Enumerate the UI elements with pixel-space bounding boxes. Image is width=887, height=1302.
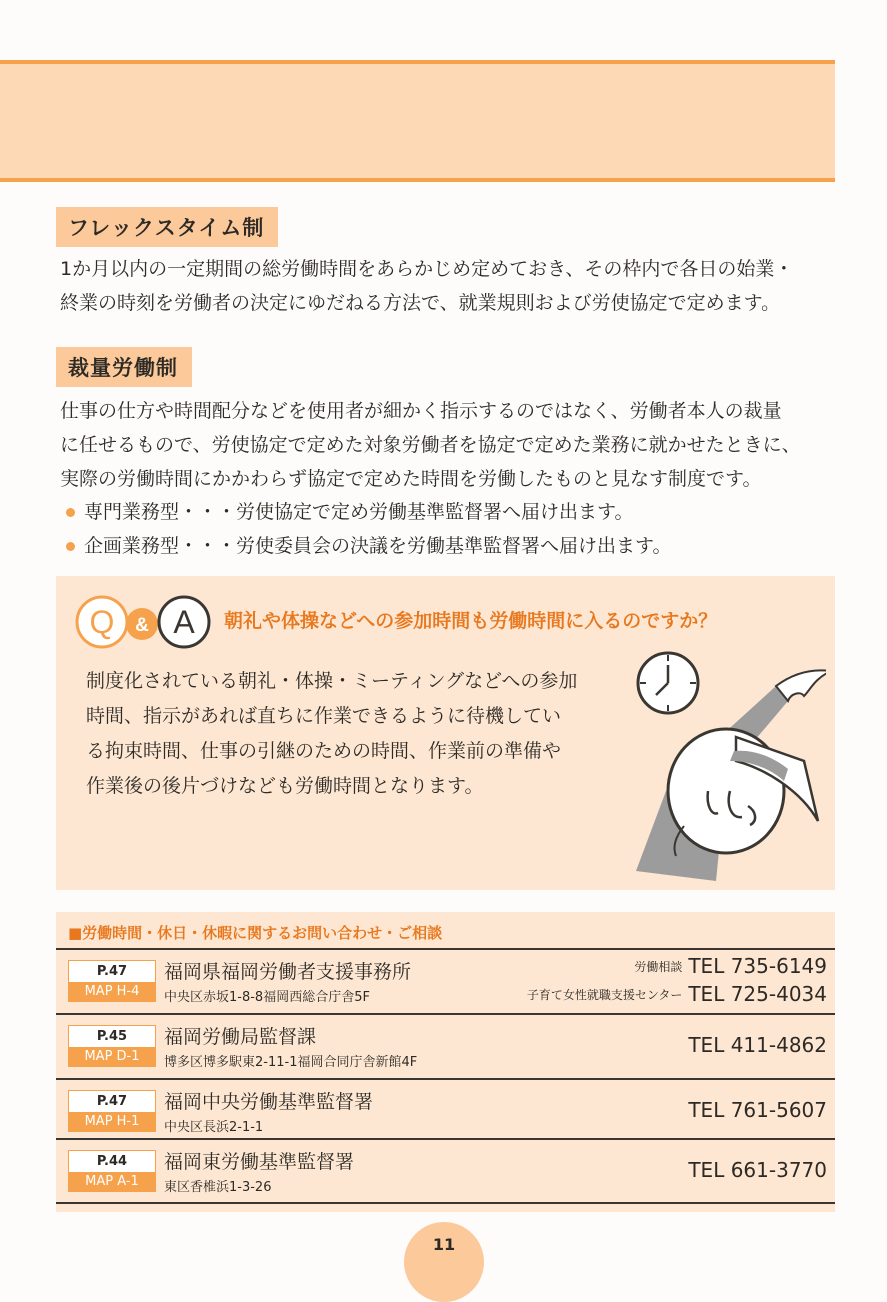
- discretion-line: 実際の労働時間にかかわらず協定で定めた時間を労働したものと見なす制度です。: [60, 468, 762, 490]
- office-name: 福岡東労働基準監督署: [164, 1151, 355, 1173]
- discretion-description: [60, 394, 850, 496]
- office-name: 福岡県福岡労働者支援事務所: [164, 961, 412, 983]
- qa-logo-q: Q: [89, 604, 115, 640]
- office-name: 福岡中央労働基準監督署: [164, 1091, 374, 1113]
- page-map-tag: [68, 1025, 156, 1067]
- qa-panel: [56, 576, 835, 890]
- table-row: [56, 1078, 835, 1142]
- table-row: [56, 948, 835, 1012]
- tel-number: TEL 661-3770: [688, 1158, 827, 1182]
- map-ref: MAP H-4: [69, 982, 155, 1001]
- clock-icon: [638, 653, 698, 713]
- office-address: 中央区長浜2-1-1: [164, 1120, 264, 1135]
- qa-question: 朝礼や体操などへの参加時間も労働時間に入るのですか？: [224, 610, 718, 632]
- page-number: 11: [404, 1222, 484, 1302]
- office-name: 福岡労働局監督課: [164, 1026, 317, 1048]
- table-row: [56, 1138, 835, 1204]
- tel-line: [634, 954, 827, 978]
- discretion-types-list: [66, 495, 671, 563]
- flextime-description: [60, 252, 850, 320]
- table-row: [56, 1013, 835, 1077]
- top-banner: [0, 60, 835, 182]
- discretion-heading: 裁量労働制: [56, 347, 192, 387]
- bullet-text: 企画業務型・・・労使委員会の決議を労働基準監督署へ届け出ます。: [84, 535, 672, 557]
- discretion-line: に任せるもので、労使協定で定めた対象労働者を協定で定めた業務に就かせたときに、: [60, 434, 801, 456]
- tel-line: [527, 982, 827, 1006]
- qa-logo: [74, 594, 214, 650]
- map-ref: MAP D-1: [69, 1047, 155, 1066]
- tel-label: 子育て女性就職支援センター: [526, 988, 683, 1002]
- bullet-text: 専門業務型・・・労使協定で定め労働基準監督署へ届け出ます。: [84, 501, 634, 523]
- office-address: 中央区赤坂1-8-8福岡西総合庁舎5F: [164, 990, 370, 1005]
- page-map-tag: [68, 960, 156, 1002]
- qa-answer-line: る拘束時間、仕事の引継のための時間、作業前の準備や: [86, 740, 562, 762]
- list-item: [66, 495, 671, 529]
- page-ref: P.47: [96, 1094, 128, 1109]
- page-ref: P.47: [96, 964, 128, 979]
- tel-number: TEL 411-4862: [688, 1033, 827, 1057]
- list-item: [66, 529, 671, 563]
- qa-logo-amp: &: [135, 615, 149, 636]
- qa-answer-line: 制度化されている朝礼・体操・ミーティングなどへの参加: [86, 670, 578, 692]
- bullet-dot-icon: [66, 542, 75, 551]
- qa-answer-line: 作業後の後片づけなども労働時間となります。: [86, 775, 484, 797]
- bullet-dot-icon: [66, 508, 75, 517]
- office-address: 東区香椎浜1-3-26: [164, 1180, 272, 1195]
- qa-answer: [86, 664, 616, 804]
- tel-number: TEL 735-6149: [688, 954, 827, 978]
- qa-logo-a: A: [173, 604, 195, 640]
- flextime-line: 終業の時刻を労働者の決定にゆだねる方法で、就業規則および労使協定で定めます。: [60, 292, 781, 314]
- discretion-line: 仕事の仕方や時間配分などを使用者が細かく指示するのではなく、労働者本人の裁量: [60, 400, 782, 422]
- office-address: 博多区博多駅東2-11-1福岡合同庁舎新館4F: [164, 1055, 418, 1070]
- page-ref: P.45: [96, 1029, 128, 1044]
- qa-answer-line: 時間、指示があれば直ちに作業できるように待機してい: [86, 705, 562, 727]
- flextime-line: 1か月以内の一定期間の総労働時間をあらかじめ定めておき、その枠内で各日の始業・: [60, 258, 794, 280]
- tel-number: TEL 761-5607: [688, 1098, 827, 1122]
- map-ref: MAP H-1: [69, 1112, 155, 1131]
- flextime-heading: フレックスタイム制: [56, 207, 278, 247]
- page-ref: P.44: [96, 1154, 128, 1169]
- tel-number: TEL 725-4034: [688, 982, 827, 1006]
- page-map-tag: [68, 1090, 156, 1132]
- exercising-man-illustration: [626, 641, 826, 881]
- contacts-panel: [56, 912, 835, 1212]
- map-ref: MAP A-1: [69, 1172, 155, 1191]
- page-map-tag: [68, 1150, 156, 1192]
- tel-label: 労働相談: [634, 960, 683, 974]
- contacts-title: ■労働時間・休日・休暇に関するお問い合わせ・ご相談: [68, 924, 443, 942]
